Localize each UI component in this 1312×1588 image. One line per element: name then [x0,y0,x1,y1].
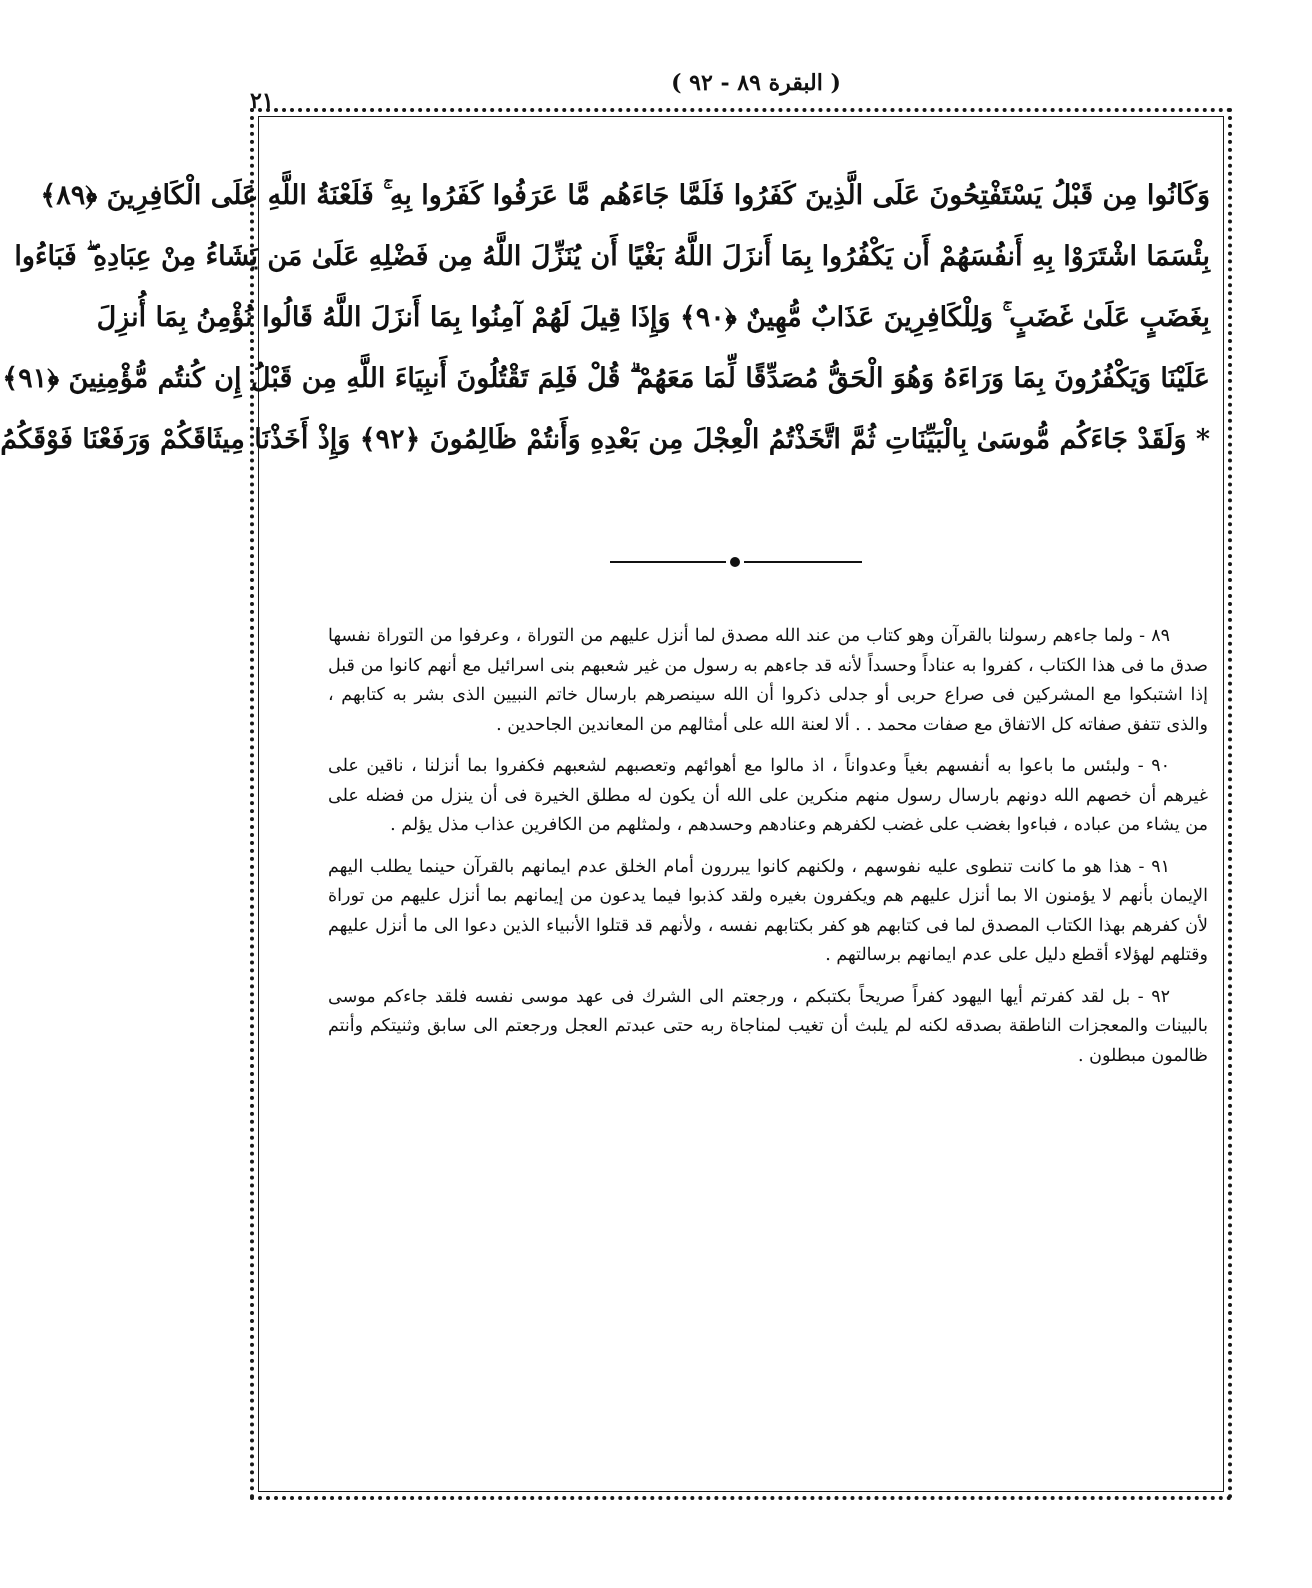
commentary-paragraph: ٩٢ - بل لقد كفرتم أيها اليهود كفراً صريحاً بكتبكم ، ورجعتم الى الشرك فى عهد موسى نفسه فلقد جاءكم موسى بالبينات والمعجزات الناطقة بصدقه لكنه لم يلبث أن تغيب لمناجاة ربه حتى عبدتم العجل ورجعتم الى سابق وثنيتكم وأنتم ظالمون مبطلون . [328,986,1208,1066]
quran-verses [0,165,1210,470]
verse-line: * وَلَقَدْ جَاءَكُم مُّوسَىٰ بِالْبَيِّنَاتِ ثُمَّ اتَّخَذْتُمُ الْعِجْلَ مِن بَعْدِهِ وَأَنتُمْ ظَالِمُونَ ﴿٩٢﴾ وَإِذْ أَخَذْنَا مِيثَاقَكُمْ وَرَفَعْنَا فَوْقَكُمُ [0,424,1210,455]
verse-line: وَكَانُوا مِن قَبْلُ يَسْتَفْتِحُونَ عَلَى الَّذِينَ كَفَرُوا فَلَمَّا جَاءَهُم مَّا عَرَفُوا كَفَرُوا بِهِ ۚ فَلَعْنَةُ اللَّهِ عَلَى الْكَافِرِينَ ﴿٨٩﴾ [40,180,1210,211]
commentary-paragraph: ٩٠ - ولبئس ما باعوا به أنفسهم بغياً وعدواناً ، اذ مالوا مع أهوائهم وتعصبهم لشعبهم فكفروا بما أنزلنا ، ناقين على غيرهم أن خصهم الله دونهم بارسال رسول منهم منكرين على الله أن يكون له مطلق الخيرة فى أن ينزل من فضله على من يشاء من عباده ، فباءوا بغضب على غضب لكفرهم وعنادهم وحسدهم ، ولمثلهم من الكافرين عذاب مذل يؤلم . [328,756,1208,835]
separator-line-right [744,561,862,563]
page-header: ( البقرة ٨٩ - ٩٢ ) [671,70,841,96]
separator-line-left [610,561,726,563]
section-separator [610,555,862,569]
page-number: ٢١ [250,88,274,114]
separator-dot [730,557,740,567]
verse-line: عَلَيْنَا وَيَكْفُرُونَ بِمَا وَرَاءَهُ وَهُوَ الْحَقُّ مُصَدِّقًا لِّمَا مَعَهُمْ ۗ قُلْ فَلِمَ تَقْتُلُونَ أَنبِيَاءَ اللَّهِ مِن قَبْلُ إِن كُنتُم مُّؤْمِنِينَ ﴿٩١﴾ [2,363,1210,394]
commentary [328,622,1208,1083]
verse-line: بِئْسَمَا اشْتَرَوْا بِهِ أَنفُسَهُمْ أَن يَكْفُرُوا بِمَا أَنزَلَ اللَّهُ بَغْيًا أَن يُنَزِّلَ اللَّهُ مِن فَضْلِهِ عَلَىٰ مَن يَشَاءُ مِنْ عِبَادِهِ ۖ فَبَاءُوا [14,241,1210,272]
commentary-paragraph: ٩١ - هذا هو ما كانت تنطوى عليه نفوسهم ، ولكنهم كانوا يبررون أمام الخلق عدم ايمانهم بالقرآن حينما يطلب اليهم الإيمان بأنهم لا يؤمنون الا بما أنزل عليهم هم ويكفرون بغيره ولقد كذبوا فيما يدعون من إيمانهم بما أنزل عليهم من توراة لأن كفرهم بهذا الكتاب المصدق لما فى كتابهم هو كفر بكتابهم نفسه ، ولأنهم قد قتلوا الأنبياء الذين دعوا الى ما أنزل عليهم وقتلهم لهؤلاء أقطع دليل على عدم ايمانهم برسالتهم . [328,856,1208,965]
verse-line: بِغَضَبٍ عَلَىٰ غَضَبٍ ۚ وَلِلْكَافِرِينَ عَذَابٌ مُّهِينٌ ﴿٩٠﴾ وَإِذَا قِيلَ لَهُمْ آمِنُوا بِمَا أَنزَلَ اللَّهُ قَالُوا نُؤْمِنُ بِمَا أُنزِلَ [96,302,1210,333]
commentary-paragraph: ٨٩ - ولما جاءهم رسولنا بالقرآن وهو كتاب من عند الله مصدق لما أنزل عليهم من التوراة ، وعرفوا من التوراة نفسها صدق ما فى هذا الكتاب ، كفروا به عناداً وحسداً لأنه قد جاءهم به رسول من غير شعبهم بنى اسرائيل مع أنهم كانوا من قبل إذا اشتبكوا مع المشركين فى صراع حربى أو جدلى ذكروا أن الله سينصرهم بارسال خاتم النبيين الذى بشر به كتابهم ، والذى تتفق صفاته كل الاتفاق مع صفات محمد . . ألا لعنة الله على أمثالهم من المعاندين الجاحدين . [328,626,1208,735]
